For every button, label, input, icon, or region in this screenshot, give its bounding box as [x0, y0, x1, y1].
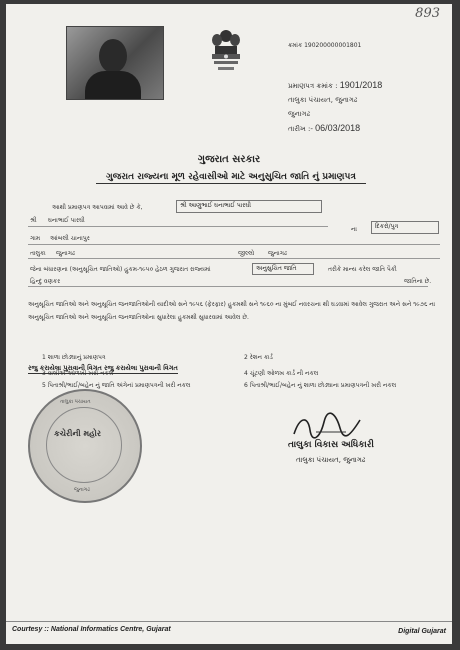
legal-paragraph: અનુસૂચિત જાતિઓ અને અનુસૂચિત જનજાતિઓની યાદીઓ સને ૧૯૫૬ (ફેરફાર) હુકમથી સને ૧૯૬૦ ના મુંબઈ નવરચના થી ઘડવામાં આવેલ ગુજરાત અને સને ૧૯૭૬ ના અનુસૂચિત જાતિઓ અને અનુસૂચિત જનજાતિઓના સુધારેલા હુકમથી સુધારવામાં આવેલ છે.: [28, 301, 436, 321]
document-item-2: 2 રેશન કાર્ડ: [244, 354, 273, 361]
taluka-row-line: [28, 258, 440, 259]
date-label: તારીખ :-: [288, 125, 313, 133]
photo-body: [85, 71, 141, 99]
photo-face: [99, 39, 127, 73]
office-line: તાલુકા પંચાયત, જુનાગઢ: [288, 96, 358, 104]
date-value: 06/03/2018: [315, 123, 361, 133]
caste-name: હિન્દુ વણકર: [30, 278, 61, 285]
seal-inner-ring: [46, 407, 122, 483]
date-row: [288, 121, 382, 136]
signatory-office: તાલુકા પંચાયત, જુનાગઢ: [296, 456, 366, 464]
office-seal: [28, 389, 142, 503]
relation-value: દિકરો/પુત્ર: [371, 221, 439, 234]
place: જુનાગઢ: [288, 110, 311, 118]
certificate-label: પ્રમાણપત્ર ક્રમાંક :: [288, 82, 338, 90]
document-item-4: 4 ચૂંટણી ઓળખ કાર્ડ ની નકલ: [244, 370, 319, 377]
state-emblem-icon: [206, 28, 246, 76]
document-item-6: 6 પિતાશ્રી/ભાઈ/બહેન નું શાળા છોડ્યાના પ્રમાણપત્રની ખરી નકલ: [244, 382, 397, 389]
certificate-number: 1901/2018: [339, 80, 383, 90]
caste-end: જાતિના છે.: [404, 278, 432, 285]
signature-icon: [286, 412, 366, 442]
taluka-label: તાલુકા: [30, 250, 46, 257]
father-name: ઘનાભાઈ પારઘી: [48, 217, 85, 224]
certificate-page: [6, 4, 452, 644]
caste-row-line: [28, 286, 428, 287]
government-title: ગુજરાત સરકાર: [197, 154, 261, 165]
footer-courtesy: Courtesy :: National Informatics Centre, Gujarat: [12, 626, 171, 633]
district-label: જીલ્લો: [238, 250, 255, 257]
village-label: ગામ: [30, 235, 41, 242]
seal-center-text: કચેરીની મહોર: [54, 429, 101, 438]
seal-ring-text: તાલુકા પંચાયત: [60, 399, 91, 405]
document-item-3: 3 વાલીએ ઓળખી ખરી નકલ: [42, 370, 114, 377]
handwritten-number: 893: [415, 6, 440, 21]
signatory-title: તાલુકા વિકાસ અધિકારી: [288, 440, 375, 450]
documents-heading: રજુ કરાયેલા પુરાવાની વિગત રજુ કરાયેલા પુરાવાની વિગત: [28, 364, 178, 372]
caste-category: અનુસુચિત જાતિ: [252, 263, 314, 275]
page-footer: [6, 621, 452, 644]
document-item-5: 5 પિતાશ્રી/ભાઈ/બહેન નું જાતિ અંગેનાં પ્રમાણપત્રની ખરી નકલ: [42, 382, 191, 389]
document-item-1: 1 શાળા છોડ્યાનું પ્રમાણપત્ર: [42, 354, 106, 361]
relation-label: ના: [351, 226, 357, 233]
reference-number: ક્રમાંક 190200000001801: [288, 42, 362, 49]
footer-brand: Digital Gujarat: [398, 628, 446, 635]
applicant-photo: [66, 26, 164, 100]
father-row-line: [28, 226, 328, 227]
certificate-title: ગુજરાત રાજ્યના મૂળ રહેવાસીઓ માટે અનુસુચિત જાતિ નું પ્રમાણપત્ર: [96, 172, 366, 184]
certificate-number-row: [288, 78, 382, 93]
seal-bottom-text: જુનાગઢ: [74, 487, 90, 493]
certificate-header-info: [288, 78, 382, 136]
father-prefix: શ્રી: [30, 217, 37, 224]
intro-text: આથી પ્રમાણપત્ર આપવામાં આવે છે કે,: [52, 204, 143, 211]
village-value: આંબલી ચાનાપુર: [50, 235, 90, 242]
applicant-name: શ્રી આણુભાઈ ઘનાભાઈ પારઘી: [176, 200, 322, 213]
caste-prefix: જેના બંધારણના (અનુસૂચિત જાતિઓ) હુકમ-૧૯૫૦ હેઠળ ગુજરાત રાજ્યમાં: [30, 266, 211, 273]
caste-suffix: તરીકે માન્ય કરેલ જાતિ પૈકી: [328, 266, 397, 273]
village-row-line: [28, 244, 440, 245]
taluka-value: જુનાગઢ: [56, 250, 75, 257]
district-value: જુનાગઢ: [268, 250, 287, 257]
